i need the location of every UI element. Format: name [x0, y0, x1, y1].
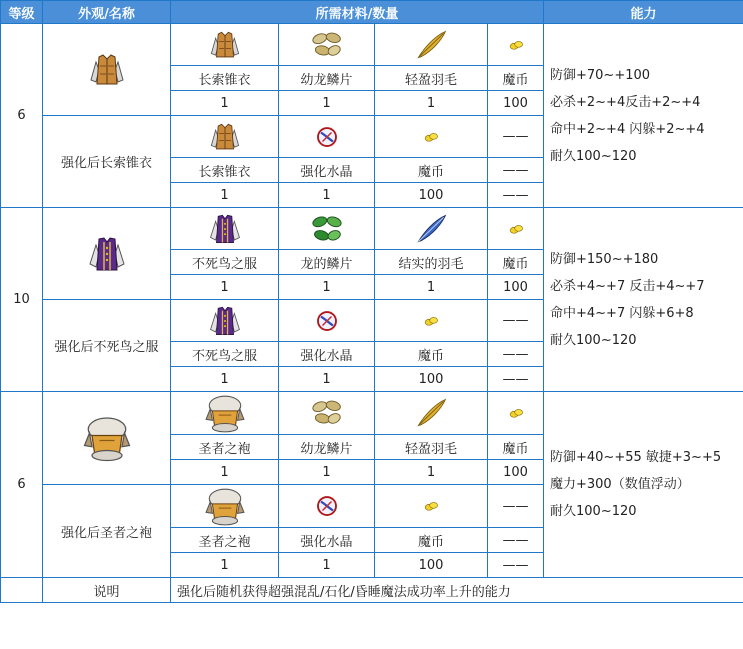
dash-cell: ——: [488, 367, 544, 392]
item-row: [1, 392, 743, 435]
enhanced-name: 强化后圣者之袍: [43, 485, 171, 578]
material-qty: 1: [375, 460, 488, 485]
dash-cell: ——: [488, 158, 544, 183]
ability-cell: [544, 208, 743, 392]
material-qty: 1: [171, 460, 279, 485]
header-name: 外观/名称: [43, 1, 171, 24]
header-row: [1, 1, 743, 24]
material-qty: 1: [279, 367, 375, 392]
material-name: 强化水晶: [279, 342, 375, 367]
material-qty: 1: [279, 553, 375, 578]
material-qty: 1: [375, 275, 488, 300]
vest-icon: [171, 116, 279, 158]
material-qty: 100: [488, 460, 544, 485]
material-name: 幼龙鳞片: [279, 66, 375, 91]
material-qty: 1: [279, 460, 375, 485]
material-qty: 1: [279, 91, 375, 116]
material-name: 结实的羽毛: [375, 250, 488, 275]
level-cell: 6: [1, 392, 43, 578]
material-name: 长索锥衣: [171, 158, 279, 183]
armor-icon: [171, 392, 279, 435]
coin-icon: [488, 208, 544, 250]
coin-icon: [375, 116, 488, 158]
dash-cell: ——: [488, 183, 544, 208]
material-qty: 1: [171, 275, 279, 300]
material-name: 魔币: [488, 66, 544, 91]
coin-icon: [488, 24, 544, 66]
crystal-icon: [279, 300, 375, 342]
material-qty: 1: [171, 91, 279, 116]
header-materials: 所需材料/数量: [171, 1, 544, 24]
material-qty: 100: [375, 367, 488, 392]
ability-line: 命中+4~+7 闪躲+6+8: [550, 305, 694, 321]
dash-cell: ——: [488, 485, 544, 528]
material-name: 圣者之袍: [171, 435, 279, 460]
coin-icon: [488, 392, 544, 435]
dash-cell: ——: [488, 116, 544, 158]
enhanced-name: 强化后不死鸟之服: [43, 300, 171, 392]
material-qty: 1: [171, 367, 279, 392]
material-qty: 1: [279, 183, 375, 208]
crystal-icon: [279, 116, 375, 158]
material-name: 轻盈羽毛: [375, 435, 488, 460]
blue-feather-icon: [375, 208, 488, 250]
vest-icon: [43, 24, 171, 116]
material-qty: 100: [375, 183, 488, 208]
ability-cell: [544, 24, 743, 208]
vest-icon: [171, 24, 279, 66]
material-qty: 1: [375, 91, 488, 116]
material-name: 魔币: [375, 342, 488, 367]
purple-robe-icon: [43, 208, 171, 300]
armor-icon: [43, 392, 171, 485]
gold-scales-icon: [279, 392, 375, 435]
ability-line: 魔力+300（数值浮动）: [550, 477, 690, 492]
dash-cell: ——: [488, 553, 544, 578]
material-name: 轻盈羽毛: [375, 66, 488, 91]
ability-line: 防御+70~+100: [550, 67, 651, 83]
ability-cell: [544, 392, 743, 578]
material-name: 魔币: [375, 528, 488, 553]
material-name: 魔币: [488, 250, 544, 275]
gold-scales-icon: [279, 24, 375, 66]
ability-line: 必杀+2~+4反击+2~+4: [550, 94, 701, 110]
dash-cell: ——: [488, 300, 544, 342]
ability-line: 耐久100~120: [550, 148, 637, 164]
material-name: 龙的鳞片: [279, 250, 375, 275]
gold-feather-icon: [375, 24, 488, 66]
material-qty: 100: [488, 275, 544, 300]
ability-line: 耐久100~120: [550, 332, 637, 348]
material-qty: 1: [279, 275, 375, 300]
dash-cell: ——: [488, 342, 544, 367]
material-qty: 100: [375, 553, 488, 578]
armor-icon: [171, 485, 279, 528]
dash-cell: ——: [488, 528, 544, 553]
note-spacer: [1, 578, 43, 603]
gold-feather-icon: [375, 392, 488, 435]
material-name: 不死鸟之服: [171, 250, 279, 275]
green-scales-icon: [279, 208, 375, 250]
note-text: 强化后随机获得超强混乱/石化/昏睡魔法成功率上升的能力: [171, 578, 743, 603]
purple-robe-icon: [171, 208, 279, 250]
material-qty: 1: [171, 553, 279, 578]
purple-robe-icon: [171, 300, 279, 342]
ability-line: 必杀+4~+7 反击+4~+7: [550, 278, 705, 294]
item-row: [1, 208, 743, 250]
material-qty: 1: [171, 183, 279, 208]
note-label: 说明: [43, 578, 171, 603]
crystal-icon: [279, 485, 375, 528]
ability-line: 防御+150~+180: [550, 251, 659, 267]
material-name: 强化水晶: [279, 158, 375, 183]
ability-line: 命中+2~+4 闪躲+2~+4: [550, 121, 705, 137]
material-name: 幼龙鳞片: [279, 435, 375, 460]
header-level: 等级: [1, 1, 43, 24]
ability-line: 防御+40~+55 敏捷+3~+5: [550, 450, 722, 465]
material-name: 魔币: [488, 435, 544, 460]
header-ability: 能力: [544, 1, 743, 24]
material-name: 魔币: [375, 158, 488, 183]
level-cell: 10: [1, 208, 43, 392]
material-name: 圣者之袍: [171, 528, 279, 553]
coin-icon: [375, 485, 488, 528]
material-name: 长索锥衣: [171, 66, 279, 91]
material-name: 强化水晶: [279, 528, 375, 553]
coin-icon: [375, 300, 488, 342]
item-row: [1, 24, 743, 66]
enhanced-name: 强化后长索锥衣: [43, 116, 171, 208]
material-name: 不死鸟之服: [171, 342, 279, 367]
level-cell: 6: [1, 24, 43, 208]
material-qty: 100: [488, 91, 544, 116]
note-row: [1, 578, 743, 603]
ability-line: 耐久100~120: [550, 504, 637, 519]
